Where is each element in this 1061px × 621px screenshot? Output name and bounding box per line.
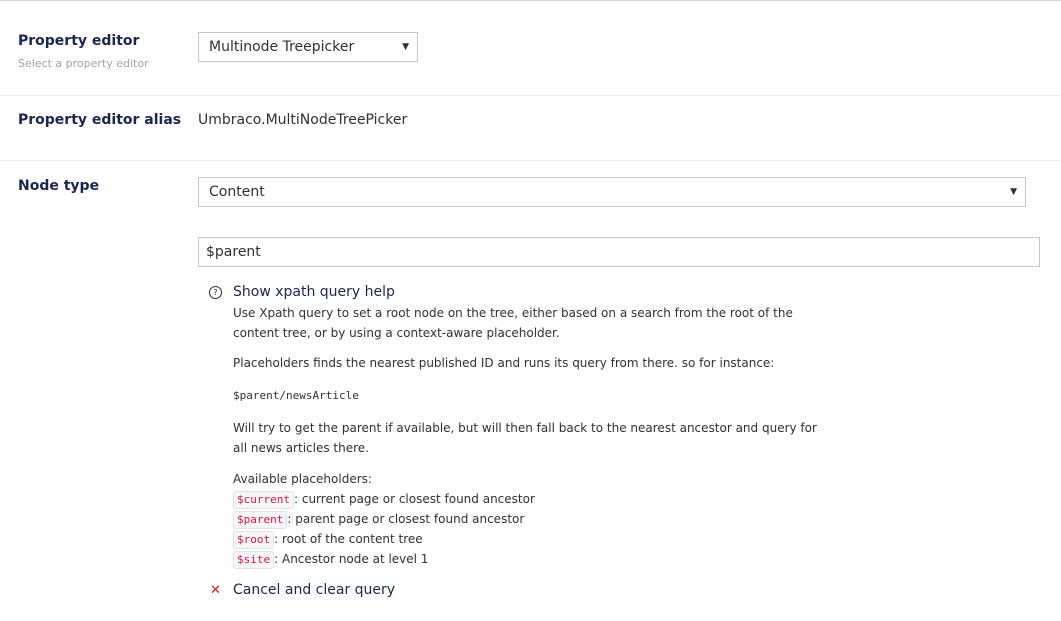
node-type-selected-value: Content xyxy=(209,184,265,200)
node-type-select[interactable] xyxy=(198,177,1026,207)
help-intro-text: Use Xpath query to set a root node on the tree, either based on a search from the root of the content tree, or by using a context-aware placeholder. xyxy=(233,306,793,340)
placeholder-item xyxy=(233,509,524,529)
row-divider xyxy=(0,95,1061,96)
chevron-down-icon: ▼ xyxy=(1010,187,1017,197)
help-icon[interactable]: ? xyxy=(209,286,222,299)
property-editor-selected-value: Multinode Treepicker xyxy=(209,39,355,55)
cancel-clear-query-link[interactable]: Cancel and clear query xyxy=(233,582,396,598)
placeholder-description: : current page or closest found ancestor xyxy=(293,492,535,506)
placeholder-code: $current xyxy=(233,491,294,509)
placeholder-item xyxy=(233,529,423,549)
chevron-down-icon: ▼ xyxy=(402,42,409,52)
property-editor-alias-label: Property editor alias xyxy=(18,112,182,128)
row-divider xyxy=(0,160,1061,161)
placeholder-description: : Ancestor node at level 1 xyxy=(274,552,429,566)
placeholder-code: $parent xyxy=(233,511,287,529)
placeholder-code: $root xyxy=(233,531,274,549)
top-border xyxy=(0,0,1061,1)
help-fallback-text: Will try to get the parent if available, but will then fall back to the nearest ancestor and query for all news articles there. xyxy=(233,421,817,455)
placeholder-description: : root of the content tree xyxy=(274,532,423,546)
node-type-label: Node type xyxy=(18,178,100,194)
show-xpath-help-link[interactable]: Show xpath query help xyxy=(233,284,395,300)
property-editor-select[interactable] xyxy=(198,32,418,62)
property-editor-label: Property editor xyxy=(18,33,140,49)
help-placeholders-intro: Placeholders finds the nearest published ID and runs its query from there. so for instance: xyxy=(233,356,775,370)
xpath-query-input[interactable]: $parent xyxy=(198,237,1040,267)
property-editor-alias-value: Umbraco.MultiNodeTreePicker xyxy=(198,112,408,128)
help-example-code: $parent/newsArticle xyxy=(233,389,359,402)
placeholder-code: $site xyxy=(233,551,274,569)
close-icon[interactable]: ✕ xyxy=(210,583,221,598)
placeholder-description: : parent page or closest found ancestor xyxy=(287,512,525,526)
placeholder-item xyxy=(233,549,428,569)
available-placeholders-label: Available placeholders: xyxy=(233,472,372,486)
placeholder-item xyxy=(233,489,535,509)
property-editor-description: Select a property editor xyxy=(18,57,149,70)
